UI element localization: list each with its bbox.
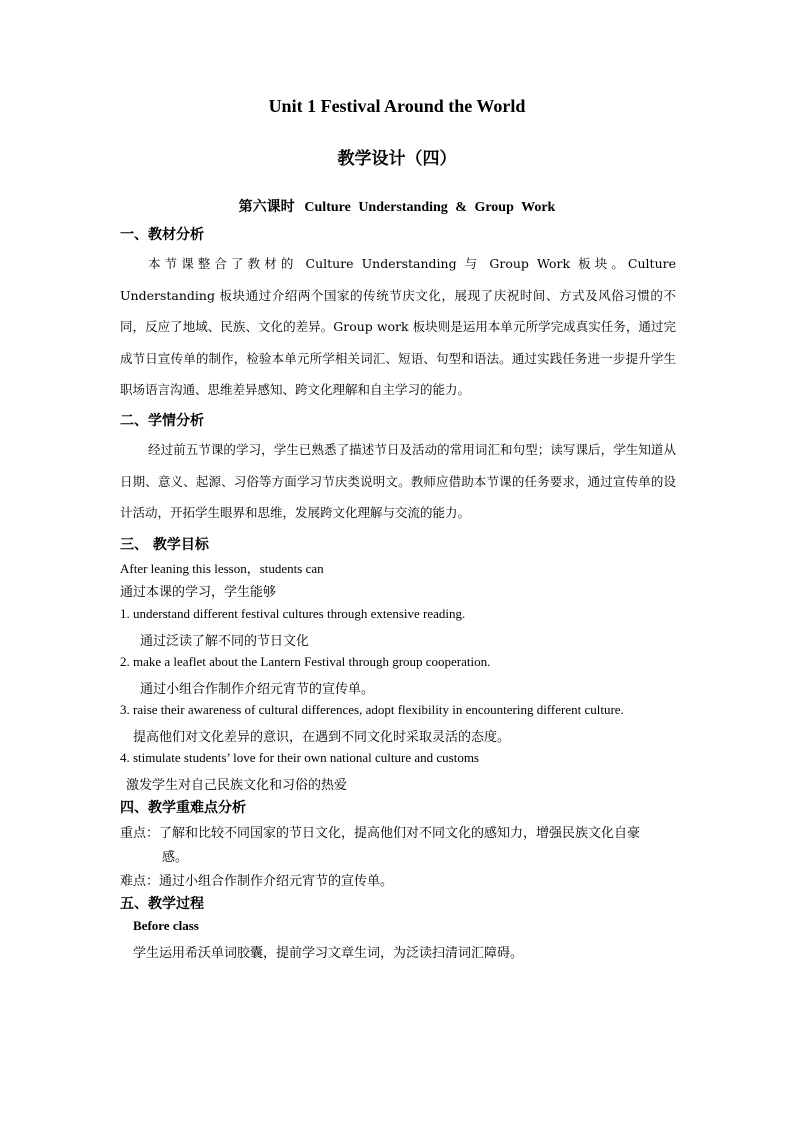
lesson-subtitle xyxy=(0,196,794,216)
lesson-topic: Culture Understanding & Group Work xyxy=(304,200,556,215)
design-title: 教学设计（四） xyxy=(337,149,457,169)
section-3-heading: 三、 教学目标 xyxy=(120,537,209,553)
lesson-number: 第六课时 xyxy=(238,199,295,215)
key-point-line-1: 重点：了解和比较不同国家的节日文化，提高他们对不同文化的感知力，增强民族文化自豪 xyxy=(120,826,641,841)
goal-4-en: 4. stimulate students’ love for their own national culture and customs xyxy=(120,750,479,765)
section-2-heading: 二、学情分析 xyxy=(120,413,204,429)
goal-4-zh: 激发学生对自己民族文化和习俗的热爱 xyxy=(126,778,348,793)
section-1-paragraph: 本节课整合了教材的 Culture Understanding 与 Group Work 板块。Culture Understanding 板块通过介绍两个国家的传统节庆文化，展现了庆祝时间、方式及风俗习惯的不同，反应了地域、民族、文化的差异。Group work 板块则是运用本单元所学完成真实任务，通过完成节日宣传单的制作，检验本单元所学相关词汇、短语、句型和语法。通过实践任务进一步提升学生职场语言沟通、思维差异感知、跨文化理解和自主学习的能力。 xyxy=(120,256,676,397)
section-1-heading: 一、教材分析 xyxy=(120,227,204,243)
goals-intro-zh: 通过本课的学习，学生能够 xyxy=(120,585,277,600)
section-5-heading: 五、教学过程 xyxy=(120,896,204,912)
goal-3-zh: 提高他们对文化差异的意识，在遇到不同文化时采取灵活的态度。 xyxy=(133,730,511,745)
section-4-heading: 四、教学重难点分析 xyxy=(120,800,246,816)
before-class-label: Before class xyxy=(133,918,199,933)
key-point-line-2: 感。 xyxy=(162,850,189,865)
goal-1-en: 1. understand different festival cultures through extensive reading. xyxy=(120,606,466,621)
goal-1-zh: 通过泛读了解不同的节日文化 xyxy=(140,634,310,649)
goal-3-en: 3. raise their awareness of cultural differences, adopt flexibility in encountering different culture. xyxy=(120,702,624,717)
goal-2-en: 2. make a leaflet about the Lantern Festival through group cooperation. xyxy=(120,654,491,669)
goals-intro-en: After leaning this lesson，students can xyxy=(120,561,324,576)
unit-title: Unit 1 Festival Around the World xyxy=(268,96,526,116)
before-class-text: 学生运用希沃单词胶囊，提前学习文章生词，为泛读扫清词汇障碍。 xyxy=(133,946,524,961)
goal-2-zh: 通过小组合作制作介绍元宵节的宣传单。 xyxy=(140,682,375,697)
section-2-paragraph: 经过前五节课的学习，学生已熟悉了描述节日及活动的常用词汇和句型；读写课后，学生知道从日期、意义、起源、习俗等方面学习节庆类说明文。教师应借助本节课的任务要求，通过宣传单的设计活动，开拓学生眼界和思维，发展跨文化理解与交流的能力。 xyxy=(120,442,676,520)
difficult-point: 难点：通过小组合作制作介绍元宵节的宣传单。 xyxy=(120,874,394,889)
